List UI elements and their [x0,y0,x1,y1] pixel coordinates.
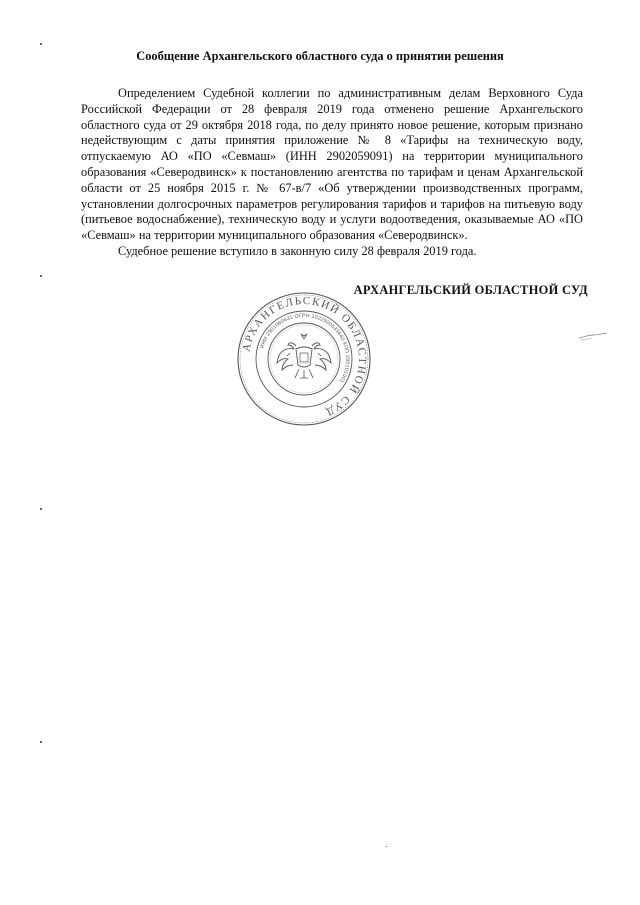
court-signature: АРХАНГЕЛЬСКИЙ ОБЛАСТНОЙ СУД [353,283,588,297]
margin-mark [40,275,42,277]
document-body [81,86,583,260]
seal-inner-text: ИНН 2901060631 ОГРН 1022900533640 КПП 290101001 [259,312,351,384]
court-seal-icon [236,291,372,427]
main-paragraph: Определением Судебной коллегии по административным делам Верховного Суда Российской Федерации от 28 февраля 2019 года отменено решение Архангельского областного суда от 29 октября 2018 года, по делу принято новое решение, которым признано недействующим с даты принятия приложение № 8 «Тарифы на техническую воду, отпускаемую АО «ПО «Севмаш» (ИНН 2902059091) на территории муниципального образования «Северодвинск» к постановлению агентства по тарифам и ценам Архангельской области от 25 ноября 2015 г. № 67-в/7 «Об утверждении производственных программ, установлении долгосрочных параметров регулирования тарифов и тарифов на питьевую воду (питьевое водоснабжение), техническую воду и услуги водоотведения, оказываемые АО «ПО «Севмаш» на территории муниципального образования «Северодвинск». [81,86,583,243]
seal-outer-text: АРХАНГЕЛЬСКИЙ ОБЛАСТНОЙ СУД [240,294,369,419]
signature-stroke [578,330,608,342]
margin-mark [40,43,42,45]
document-title: Сообщение Архангельского областного суда о принятии решения [136,49,504,63]
margin-mark [40,508,42,510]
margin-mark [386,846,387,847]
margin-mark [40,741,42,743]
effective-date-paragraph: Судебное решение вступило в законную силу 28 февраля 2019 года. [118,243,477,258]
